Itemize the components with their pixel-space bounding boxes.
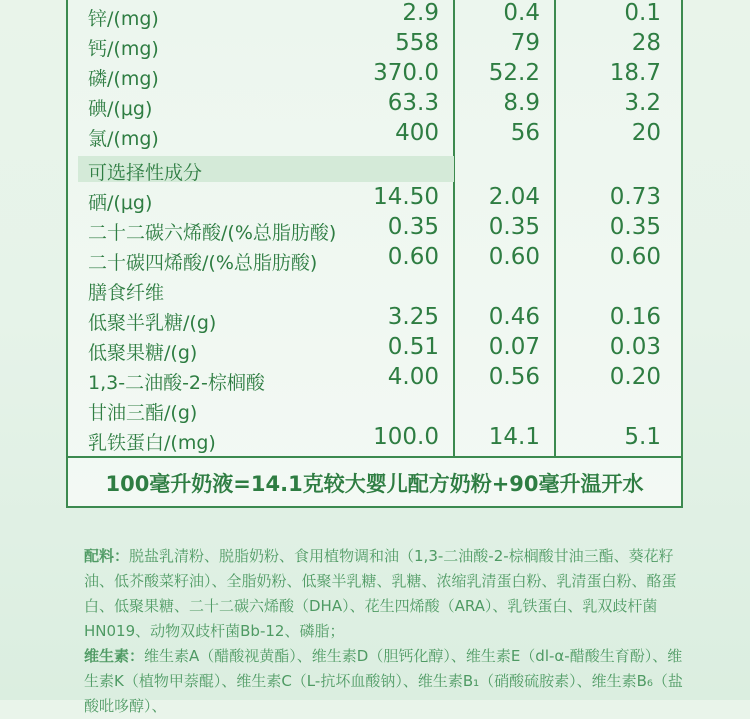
value-per-100kj: 0.46 xyxy=(488,304,540,330)
nutrient-label: 二十碳四烯酸/(%总脂肪酸) xyxy=(88,252,318,274)
nutrient-label: 锌/(mg) xyxy=(88,8,159,30)
value-per-100kj: 0.56 xyxy=(488,364,540,390)
value-per-100kj: 0.60 xyxy=(488,244,540,270)
table-row xyxy=(68,334,681,364)
nutrient-label: 甘油三酯/(g) xyxy=(88,402,198,424)
value-per-100ml: 18.7 xyxy=(609,60,661,86)
table-row xyxy=(68,394,681,424)
section-title: 可选择性成分 xyxy=(88,162,203,184)
table-row xyxy=(68,424,681,454)
value-per-100g: 4.00 xyxy=(387,364,439,390)
value-per-100kj: 56 xyxy=(510,120,540,146)
vitamins-key: 维生素： xyxy=(84,647,145,665)
nutrient-label: 低聚半乳糖/(g) xyxy=(88,312,217,334)
table-row xyxy=(68,30,681,60)
nutrient-label: 硒/(μg) xyxy=(88,192,153,214)
value-per-100g: 0.60 xyxy=(387,244,439,270)
footer-divider xyxy=(68,456,681,458)
value-per-100kj: 0.07 xyxy=(488,334,540,360)
nutrient-label: 磷/(mg) xyxy=(88,68,159,90)
table-row xyxy=(68,120,681,150)
value-per-100kj: 2.04 xyxy=(488,184,540,210)
nutrient-label: 钙/(mg) xyxy=(88,38,159,60)
value-per-100ml: 0.35 xyxy=(609,214,661,240)
value-per-100ml: 0.60 xyxy=(609,244,661,270)
nutrient-label: 低聚果糖/(g) xyxy=(88,342,198,364)
nutrient-label: 二十二碳六烯酸/(%总脂肪酸) xyxy=(88,222,337,244)
value-per-100g: 400 xyxy=(395,120,439,146)
table-row xyxy=(68,304,681,334)
ingredients-list: 脱盐乳清粉、脱脂奶粉、食用植物调和油（1,3-二油酸-2-棕榈酸甘油三酯、葵花籽油、低芥酸菜籽油）、全脂奶粉、低聚半乳糖、乳糖、浓缩乳清蛋白粉、乳清蛋白粉、酪蛋白、低聚果糖、二十二碳六烯酸（DHA）、花生四烯酸（ARA）、乳铁蛋白、乳双歧杆菌HN019、动物双歧杆菌Bb-12、磷脂； xyxy=(84,547,677,640)
table-row xyxy=(68,0,681,30)
nutrient-label: 乳铁蛋白/(mg) xyxy=(88,432,216,454)
value-per-100g: 63.3 xyxy=(387,90,439,116)
section-header xyxy=(78,156,454,182)
value-per-100g: 0.51 xyxy=(387,334,439,360)
value-per-100ml: 28 xyxy=(631,30,661,56)
nutrition-table xyxy=(66,0,683,508)
vitamins-list: 维生素A（醋酸视黄酯）、维生素D（胆钙化醇）、维生素E（dl-α-醋酸生育酚）、维生素K（植物甲萘醌）、维生素C（L-抗坏血酸钠）、维生素B₁（硝酸硫胺素）、维生素B₆（盐酸吡哆醇）、 xyxy=(84,647,683,715)
table-row xyxy=(68,244,681,274)
value-per-100ml: 3.2 xyxy=(624,90,661,116)
value-per-100g: 2.9 xyxy=(402,0,439,26)
value-per-100kj: 52.2 xyxy=(488,60,540,86)
value-per-100kj: 0.35 xyxy=(488,214,540,240)
value-per-100g: 370.0 xyxy=(373,60,439,86)
value-per-100ml: 0.16 xyxy=(609,304,661,330)
value-per-100kj: 79 xyxy=(510,30,540,56)
table-row xyxy=(68,60,681,90)
ingredients-key: 配料： xyxy=(84,547,130,565)
value-per-100kj: 0.4 xyxy=(503,0,540,26)
value-per-100g: 14.50 xyxy=(373,184,439,210)
table-row xyxy=(68,274,681,304)
nutrient-label: 1,3-二油酸-2-棕榈酸 xyxy=(88,372,265,394)
value-per-100ml: 0.20 xyxy=(609,364,661,390)
nutrient-label: 膳食纤维 xyxy=(88,282,165,304)
value-per-100ml: 5.1 xyxy=(624,424,661,450)
value-per-100g: 558 xyxy=(395,30,439,56)
table-row xyxy=(68,184,681,214)
table-row xyxy=(68,90,681,120)
value-per-100kj: 14.1 xyxy=(488,424,540,450)
table-row xyxy=(68,214,681,244)
nutrient-label: 碘/(μg) xyxy=(88,98,153,120)
ingredients-text xyxy=(84,544,684,719)
value-per-100g: 100.0 xyxy=(373,424,439,450)
value-per-100ml: 20 xyxy=(631,120,661,146)
value-per-100ml: 0.03 xyxy=(609,334,661,360)
value-per-100ml: 0.1 xyxy=(624,0,661,26)
preparation-note: 100毫升奶液=14.1克较大婴儿配方奶粉+90毫升温开水 xyxy=(105,472,644,496)
value-per-100g: 0.35 xyxy=(387,214,439,240)
value-per-100ml: 0.73 xyxy=(609,184,661,210)
nutrient-label: 氯/(mg) xyxy=(88,128,159,150)
value-per-100g: 3.25 xyxy=(387,304,439,330)
table-row xyxy=(68,364,681,394)
value-per-100kj: 8.9 xyxy=(503,90,540,116)
